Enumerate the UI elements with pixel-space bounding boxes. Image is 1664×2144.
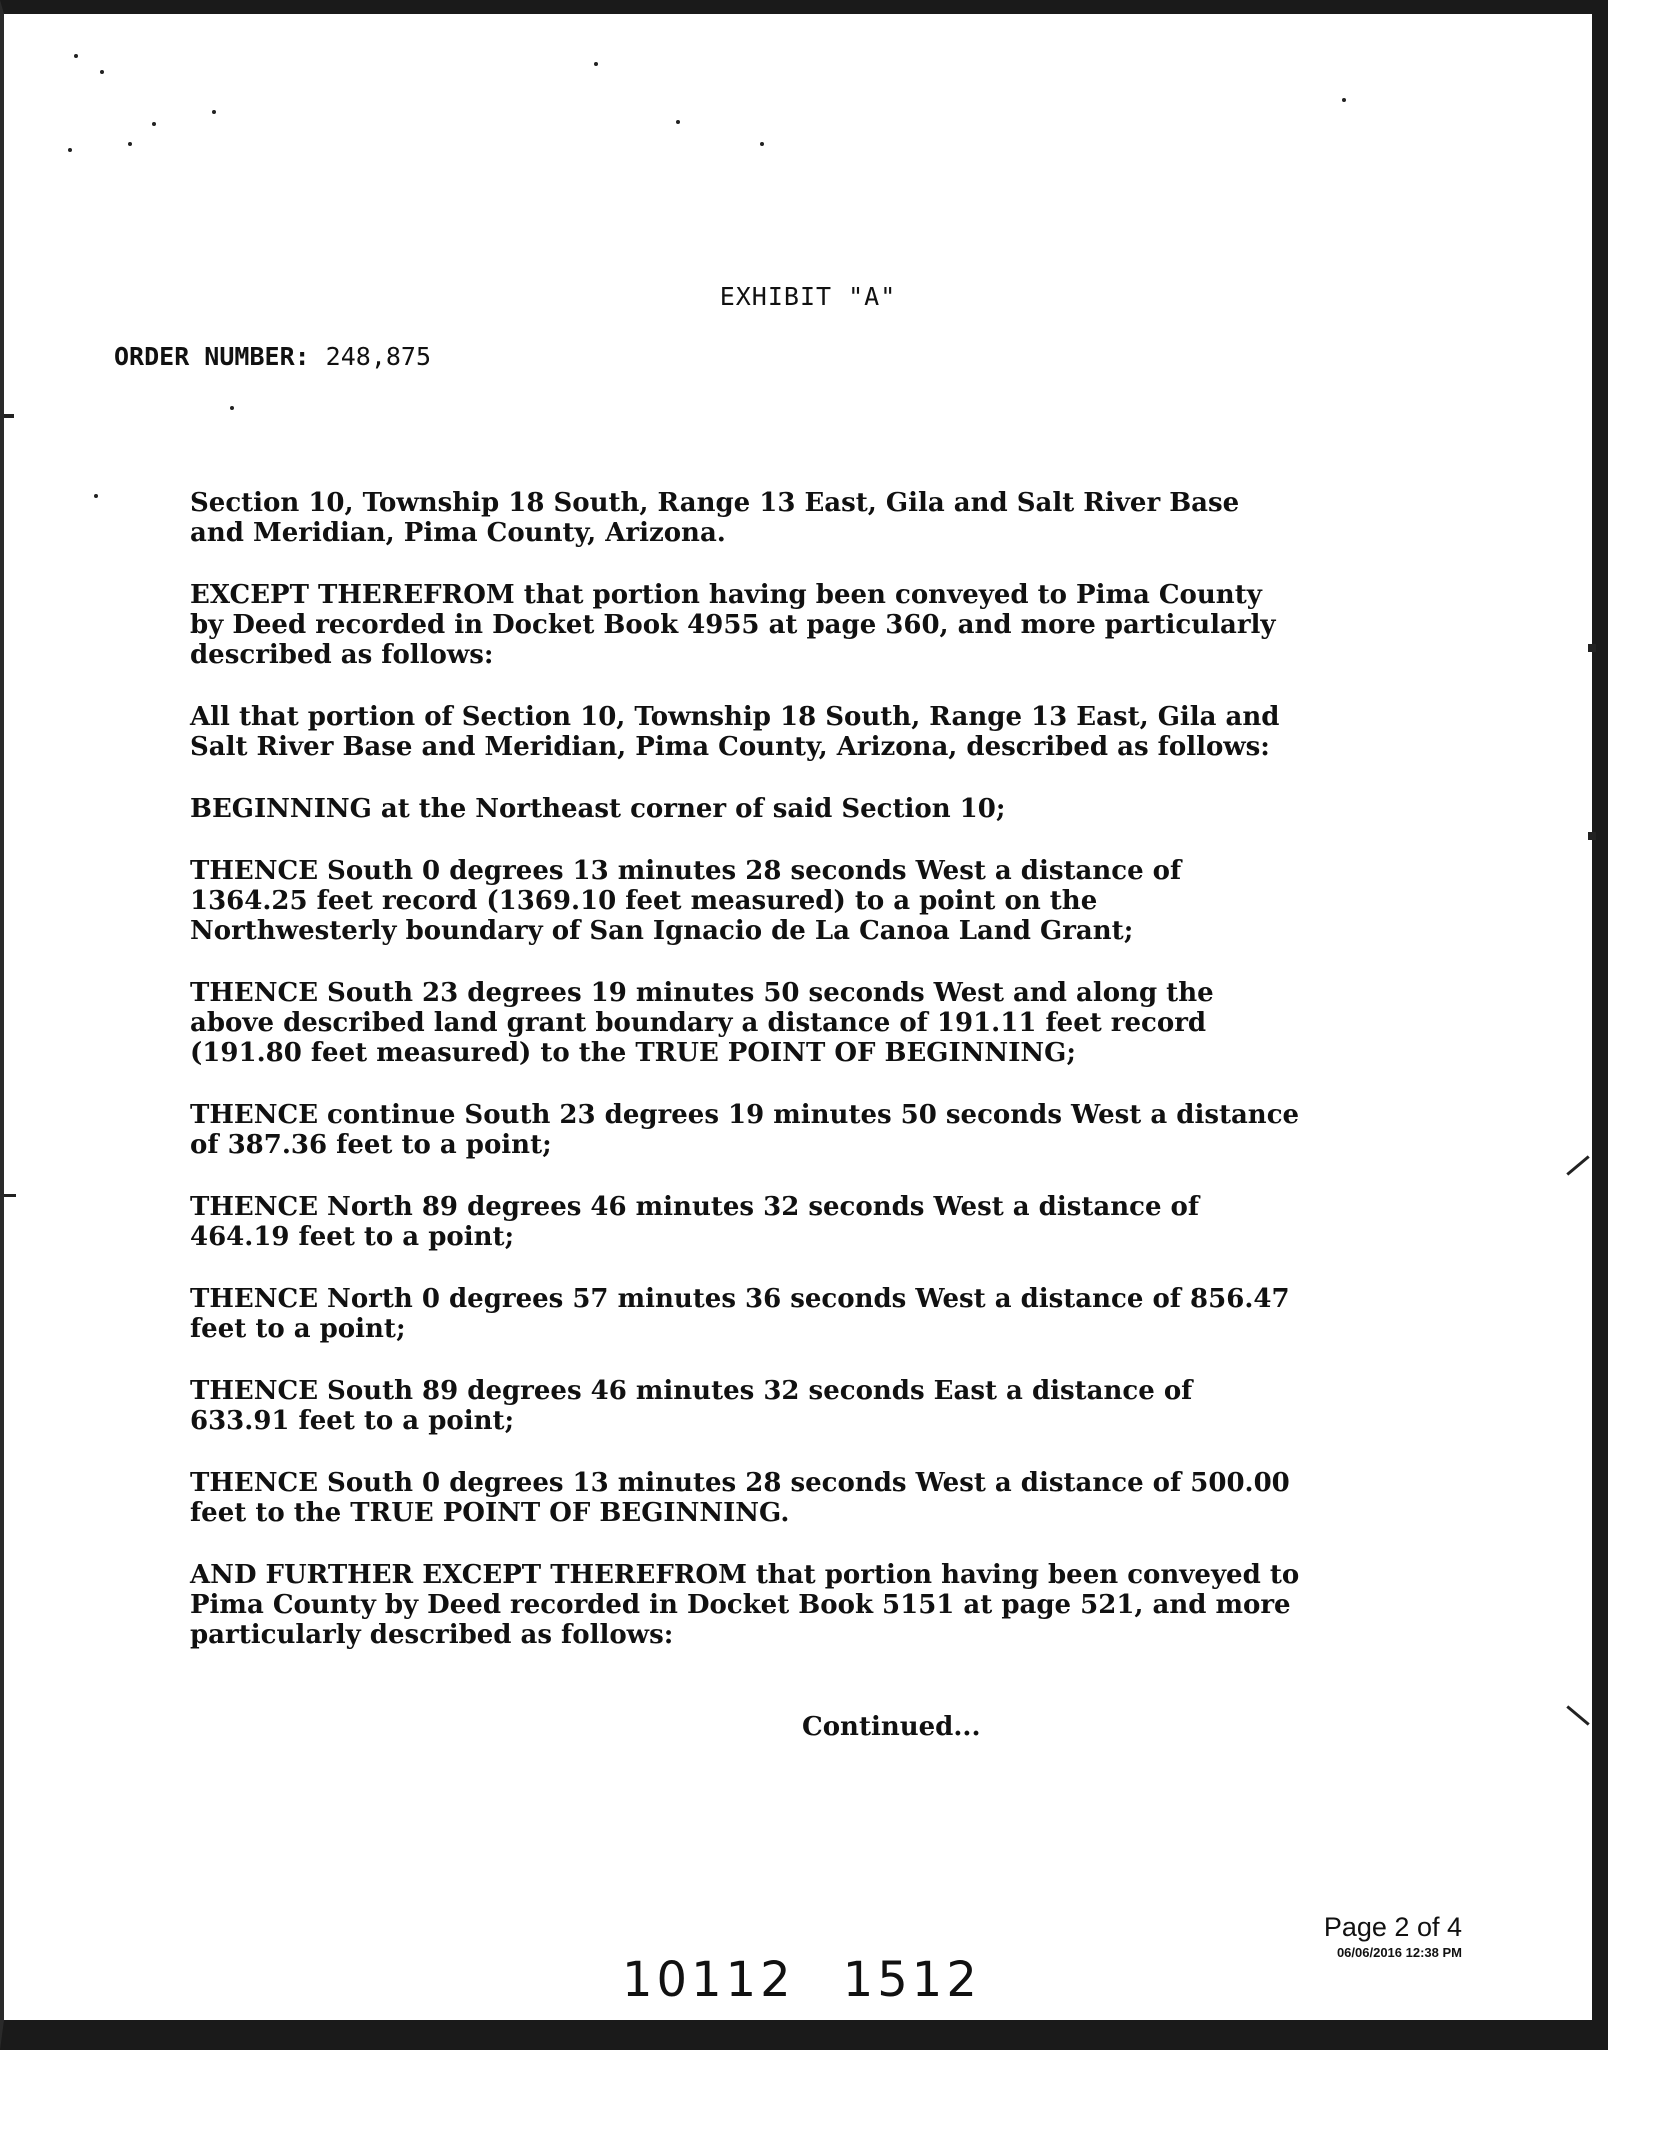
scan-speck [68, 148, 72, 152]
page-timestamp: 06/06/2016 12:38 PM [1336, 1945, 1462, 1960]
scan-speck [230, 406, 234, 410]
scan-speck [128, 142, 132, 146]
order-number-line [114, 342, 431, 371]
paragraph: THENCE North 89 degrees 46 minutes 32 seconds West a distance of 464.19 feet to a point; [190, 1192, 1200, 1252]
scan-edge-mark [4, 414, 14, 418]
legal-description [190, 488, 1300, 1682]
page-stamp [1324, 1912, 1462, 1960]
continued-note: Continued... [802, 1712, 981, 1742]
paragraph: EXCEPT THEREFROM that portion having been conveyed to Pima County by Deed recorded in Docket Book 4955 at page 360, and more particularly described as follows: [190, 580, 1276, 670]
paragraph: BEGINNING at the Northeast corner of said Section 10; [190, 794, 1006, 824]
page-count: Page 2 of 4 [1323, 1912, 1462, 1942]
scan-speck [676, 120, 680, 124]
scan-speck [594, 62, 598, 66]
paragraph: THENCE South 89 degrees 46 minutes 32 seconds East a distance of 633.91 feet to a point; [190, 1376, 1193, 1436]
recording-page-number: 1512 [842, 1952, 981, 2008]
paragraph: THENCE North 0 degrees 57 minutes 36 seconds West a distance of 856.47 feet to a point; [190, 1284, 1290, 1344]
scan-edge-mark [1566, 1155, 1589, 1175]
scan-speck [100, 70, 104, 74]
scan-edge-mark [1566, 1705, 1589, 1725]
paragraph: All that portion of Section 10, Township 18 South, Range 13 East, Gila and Salt River Base and Meridian, Pima County, Arizona, described as follows: [190, 702, 1280, 762]
paragraph: Section 10, Township 18 South, Range 13 East, Gila and Salt River Base and Meridian, Pima County, Arizona. [190, 488, 1240, 548]
paragraph: AND FURTHER EXCEPT THEREFROM that portion having been conveyed to Pima County by Deed recorded in Docket Book 5151 at page 521, and more particularly described as follows: [190, 1560, 1300, 1650]
scan-speck [212, 110, 216, 114]
paragraph: THENCE South 0 degrees 13 minutes 28 seconds West a distance of 500.00 feet to the TRUE POINT OF BEGINNING. [190, 1468, 1290, 1528]
scan-speck [152, 122, 156, 126]
paragraph: THENCE South 23 degrees 19 minutes 50 seconds West and along the above described land grant boundary a distance of 191.11 feet record (191.80 feet measured) to the TRUE POINT OF BEGINNING; [190, 978, 1214, 1068]
paragraph: THENCE South 0 degrees 13 minutes 28 seconds West a distance of 1364.25 feet record (1369.10 feet measured) to a point on the Northwesterly boundary of San Ignacio de La Canoa Land Grant; [190, 856, 1182, 946]
order-number-label: ORDER NUMBER: [114, 342, 310, 371]
scan-edge-mark [1588, 644, 1596, 652]
paragraph: THENCE continue South 23 degrees 19 minutes 50 seconds West a distance of 387.36 feet to a point; [190, 1100, 1300, 1160]
scan-edge-mark [1588, 832, 1596, 840]
order-number-value: 248,875 [325, 342, 432, 371]
scan-speck [94, 494, 98, 498]
scan-speck [760, 142, 764, 146]
scan-speck [74, 54, 78, 58]
scan-edge-mark [4, 1194, 16, 1197]
recording-reference [622, 1952, 981, 2008]
book-number: 10112 [622, 1952, 795, 2008]
document-title: EXHIBIT "A" [719, 282, 897, 311]
scan-speck [1342, 98, 1346, 102]
